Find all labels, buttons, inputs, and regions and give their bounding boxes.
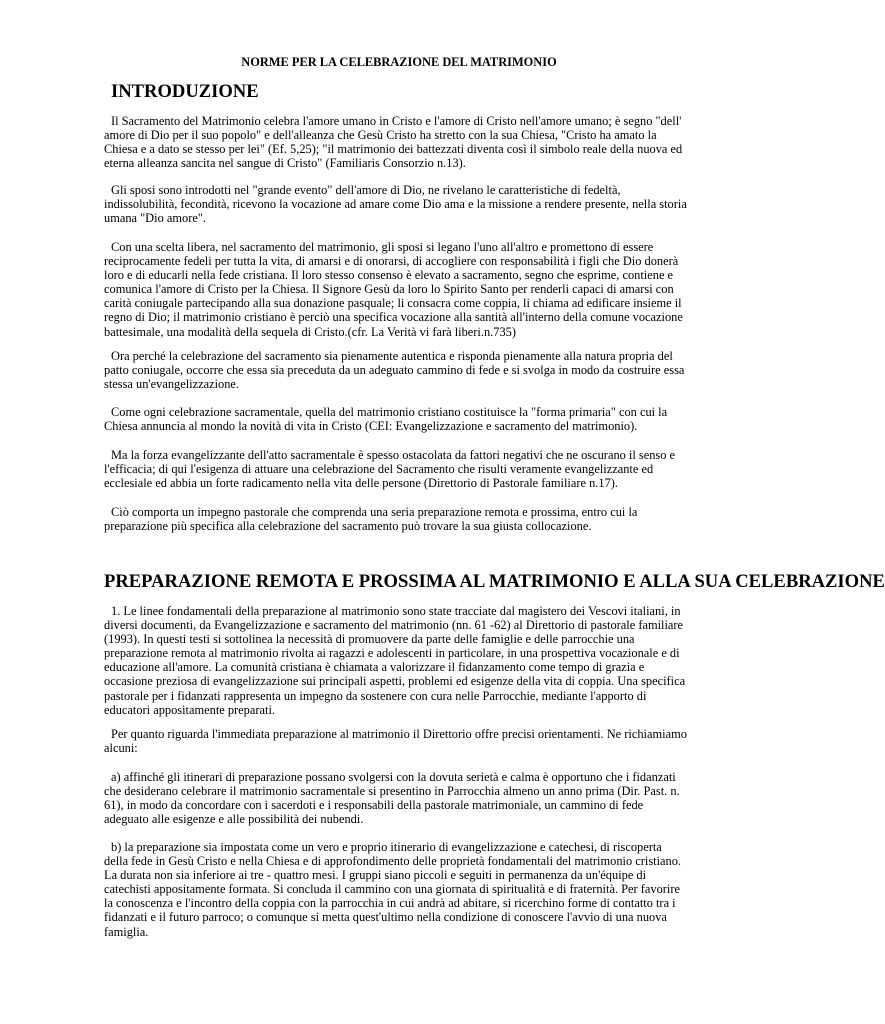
paragraph: Per quanto riguarda l'immediata preparazione al matrimonio il Direttorio offre precisi orientamenti. Ne richiamiamo alcuni: (104, 727, 687, 756)
paragraph: 1. Le linee fondamentali della preparazione al matrimonio sono state tracciate dal magistero dei Vescovi italiani, in diversi documenti, da Evangelizzazione e sacramento del matrimonio (nn. 61 -62) al Direttorio di pastorale familiare (1993). In questi testi si sottolinea la necessità di promuovere da parte delle famiglie e delle parrocchie una preparazione remota al matrimonio rivolta ai ragazzi e adolescenti in particolare, in una prospettiva vocazionale e di educazione all'amore. La comunità cristiana è chiamata a valorizzare il fidanzamento come tempo di grazia e occasione preziosa di evangelizzazione sui principali aspetti, problemi ed esigenze della vita di coppia. Una specifica pastorale per i fidanzati rappresenta un impegno da sostenere con cura nelle Parrocchie, mediante l'apporto di educatori appositamente preparati. (104, 604, 686, 717)
paragraph: Come ogni celebrazione sacramentale, quella del matrimonio cristiano costituisce la "forma primaria" con cui la Chiesa annuncia al mondo la novità di vita in Cristo (CEI: Evangelizzazione e sacramento del matrimonio). (104, 405, 668, 434)
section-heading-introduzione: INTRODUZIONE (111, 81, 259, 102)
paragraph: b) la preparazione sia impostata come un vero e proprio itinerario di evangelizzazione e catechesi, di riscoperta della fede in Gesù Cristo e nella Chiesa e di approfondimento delle proprietà fondamentali del matrimonio cristiano. La durata non sia inferiore ai tre - quattro mesi. I gruppi siano piccoli e seguiti in permanenza da un'équipe di catechisti appositamente formata. Si concluda il cammino con una giornata di spiritualità e di fraternità. Per favorire la conoscenza e l'incontro della coppia con la parrocchia in cui andrà ad abitare, si ricerchino forme di contatto tra i fidanzati e il futuro parroco; o comunque si metta quest'ultimo nella condizione di conoscere l'avvio di una nuova famiglia. (104, 840, 682, 939)
paragraph: Gli sposi sono introdotti nel "grande evento" dell'amore di Dio, ne rivelano le caratteristiche di fedeltà, indissolubilità, fecondità, ricevono la vocazione ad amare come Dio ama e la missione a rendere presente, nella storia umana "Dio amore". (104, 183, 687, 226)
section-heading-preparazione: PREPARAZIONE REMOTA E PROSSIMA AL MATRIMONIO E ALLA SUA CELEBRAZIONE (104, 571, 885, 592)
paragraph: a) affinché gli itinerari di preparazione possano svolgersi con la dovuta serietà e calma è opportuno che i fidanzati che desiderano celebrare il matrimonio sacramentale si presentino in Parrocchia almeno un anno prima (Dir. Past. n. 61), in modo da concordare con i sacerdoti e i responsabili della pastorale matrimoniale, un cammino di fede adeguato alle esigenze e alle possibilità dei nubendi. (104, 770, 680, 827)
paragraph: Ciò comporta un impegno pastorale che comprenda una seria preparazione remota e prossima, entro cui la preparazione più specifica alla celebrazione del sacramento può trovare la sua giusta collocazione. (104, 505, 638, 534)
paragraph: Con una scelta libera, nel sacramento del matrimonio, gli sposi si legano l'uno all'altro e promettono di essere reciprocamente fedeli per tutta la vita, di amarsi e di onorarsi, di accogliere con responsabilità i figli che Dio donerà loro e di educarli nella fede cristiana. Il loro stesso consenso è elevato a sacramento, segno che esprime, contiene e comunica l'amore di Cristo per la Chiesa. Il Signore Gesù da loro lo Spirito Santo per renderli capaci di amarsi con carità coniugale partecipando alla sua donazione pasquale; li consacra come coppia, li chiama ad edificare insieme il regno di Dio; il matrimonio cristiano è perciò una specifica vocazione alla santità all'interno della comune vocazione battesimale, una modalità della sequela di Cristo.(cfr. La Verità vi farà liberi.n.735) (104, 240, 683, 339)
paragraph: Il Sacramento del Matrimonio celebra l'amore umano in Cristo e l'amore di Cristo nell'amore umano; è segno "dell' amore di Dio per il suo popolo" e dell'alleanza che Gesù Cristo ha stretto con la sua Chiesa, "Cristo ha amato la Chiesa e a dato se stesso per lei" (Ef. 5,25); "il matrimonio dei battezzati diventa così il simbolo reale della nuova ed eterna alleanza sancita nel sangue di Cristo" (Familiaris Consorzio n.13). (104, 114, 683, 171)
paragraph: Ora perché la celebrazione del sacramento sia pienamente autentica e risponda pienamente alla natura propria del patto coniugale, occorre che essa sia preceduta da un adeguato cammino di fede e si svolga in modo da costruire essa stessa un'evangelizzazione. (104, 349, 685, 392)
document-title: NORME PER LA CELEBRAZIONE DEL MATRIMONIO (241, 55, 557, 69)
paragraph: Ma la forza evangelizzante dell'atto sacramentale è spesso ostacolata da fattori negativi che ne oscurano il senso e l'efficacia; di qui l'esigenza di attuare una celebrazione del Sacramento che risulti veramente evangelizzante ed ecclesiale ed abbia un forte radicamento nella vita delle persone (Direttorio di Pastorale familiare n.17). (104, 448, 676, 491)
